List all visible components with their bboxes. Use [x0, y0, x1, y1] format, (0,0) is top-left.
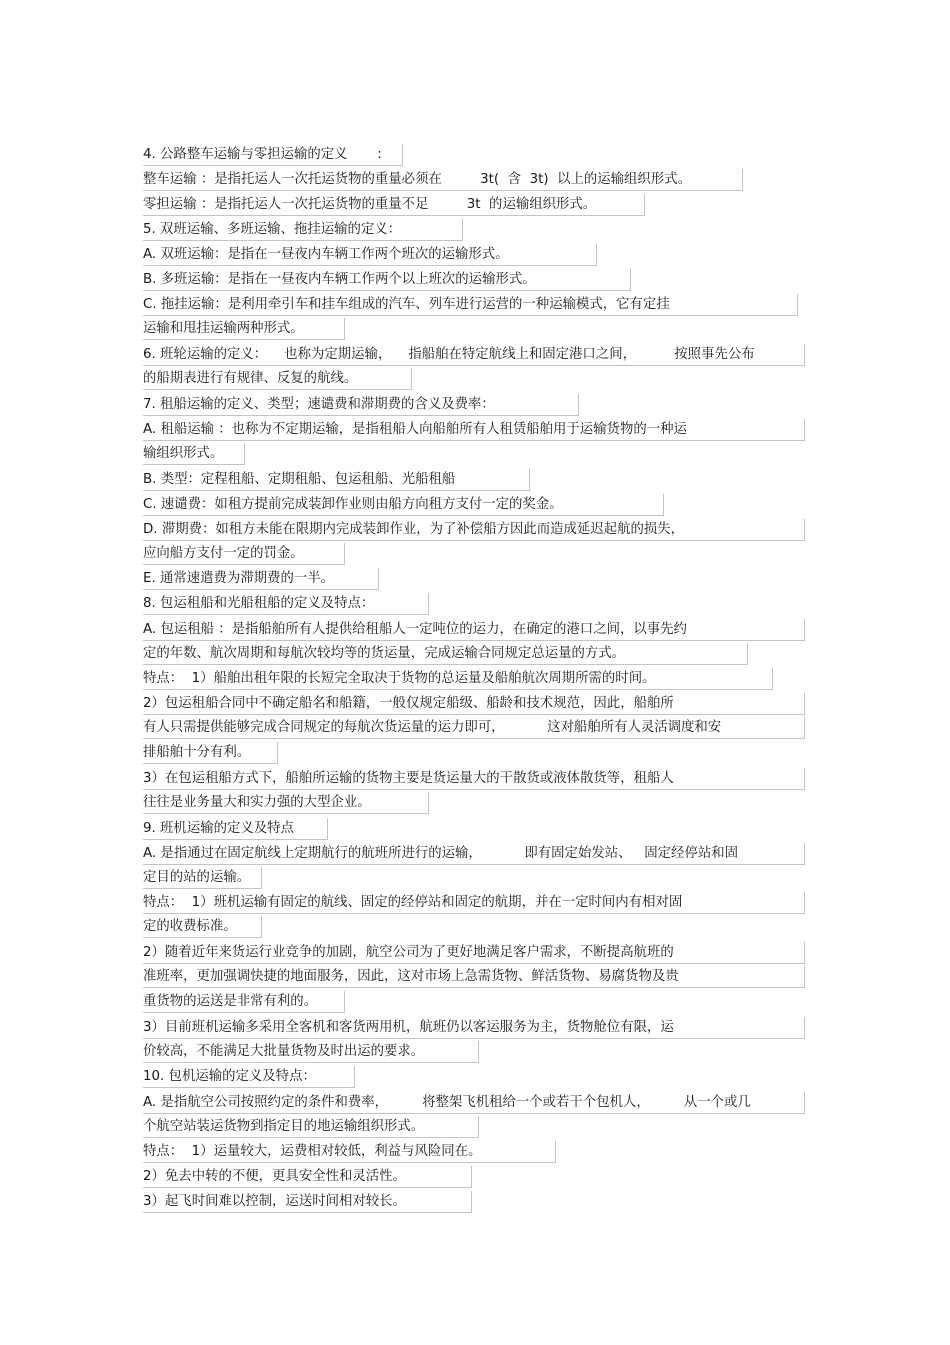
text-line: A. 租船运输 ：也称为不定期运输，是指租船人向船舶所有人租赁船舶用于运输货物的一种运 [143, 419, 805, 441]
text-line: 3）在包运租船方式下，船舶所运输的货物主要是货运量大的干散货或液体散货等，租船人 [143, 768, 805, 790]
text-line: A. 是指通过在固定航线上定期航行的航班所进行的运输， 即有固定始发站、 固定经停站和固 [143, 843, 805, 865]
text-line: C. 拖挂运输：是利用牵引车和挂车组成的汽车、列车进行运营的一种运输模式，它有定挂 [143, 294, 798, 316]
text-line: 个航空站装运货物到指定目的地运输组织形式。 [143, 1116, 479, 1138]
text-line: 重货物的运送是非常有利的。 [143, 991, 345, 1013]
text-line: 定的收费标准。 [143, 916, 262, 938]
heading-item-10: 10. 包机运输的定义及特点： [143, 1066, 355, 1088]
text-line: 运输和甩挂运输两种形式。 [143, 318, 345, 340]
text-line: E. 通常速遣费为滞期费的一半。 [143, 568, 379, 590]
text-line: 的船期表进行有规律、反复的航线。 [143, 368, 412, 390]
text-line: 应向船方支付一定的罚金。 [143, 543, 345, 565]
text-line: 3）起飞时间难以控制，运送时间相对较长。 [143, 1191, 472, 1213]
heading-item-5: 5. 双班运输、多班运输、拖挂运输的定义： [143, 219, 463, 241]
text-line: C. 速谴费：如租方提前完成装卸作业则由船方向租方支付一定的奖金。 [143, 494, 664, 516]
text-line: 往往是业务量大和实力强的大型企业。 [143, 792, 429, 814]
text-line: 2）随着近年来货运行业竞争的加剧，航空公司为了更好地满足客户需求，不断提高航班的 [143, 942, 805, 964]
heading-item-9: 9. 班机运输的定义及特点 [143, 818, 328, 840]
heading-item-8: 8. 包运租船和光船租船的定义及特点： [143, 593, 429, 615]
heading-item-6: 6. 班轮运输的定义： 也称为定期运输， 指船舶在特定航线上和固定港口之间， 按照事先公布 [143, 344, 805, 366]
text-line: A. 双班运输：是指在一昼夜内车辆工作两个班次的运输形式。 [143, 244, 597, 266]
text-line: 价较高，不能满足大批量货物及时出运的要求。 [143, 1041, 479, 1063]
heading-item-4: 4. 公路整车运输与零担运输的定义 : [143, 144, 403, 166]
heading-item-7: 7. 租船运输的定义、类型；速谴费和滞期费的含义及费率： [143, 394, 579, 416]
text-line: 准班率，更加强调快捷的地面服务，因此，这对市场上急需货物、鲜活货物、易腐货物及贵 [143, 966, 805, 988]
text-line: A. 是指航空公司按照约定的条件和费率， 将整架飞机租给一个或若干个包机人， 从一个或几 [143, 1092, 805, 1114]
text-line: 定目的站的运输。 [143, 867, 262, 889]
text-line: 2）包运租船合同中不确定船名和船籍，一般仅规定船级、船龄和技术规范，因此，船舶所 [143, 693, 805, 715]
text-line: D. 滞期费：如租方未能在限期内完成装卸作业，为了补偿船方因此而造成延迟起航的损失， [143, 519, 805, 541]
text-line: 特点： 1）班机运输有固定的航线、固定的经停站和固定的航期，并在一定时间内有相对固 [143, 892, 805, 914]
text-line: 排船舶十分有利。 [143, 742, 278, 764]
text-line: 有人只需提供能够完成合同规定的每航次货运量的运力即可， 这对船舶所有人灵活调度和安 [143, 717, 805, 739]
text-line: 输组织形式。 [143, 443, 245, 465]
text-line: 定的年数、航次周期和每航次较均等的货运量，完成运输合同规定总运量的方式。 [143, 643, 748, 665]
text-line: A. 包运租船 ：是指船舶所有人提供给租船人一定吨位的运力，在确定的港口之间，以事先约 [143, 619, 805, 641]
text-line: 特点： 1）船舶出租年限的长短完全取决于货物的总运量及船舶航次周期所需的时间。 [143, 668, 773, 690]
text-line: 3）目前班机运输多采用全客机和客货两用机，航班仍以客运服务为主，货物舱位有限，运 [143, 1017, 805, 1039]
text-line: 2）免去中转的不便，更具安全性和灵活性。 [143, 1166, 472, 1188]
text-line: 零担运输 ：是指托运人一次托运货物的重量不足 3t 的运输组织形式。 [143, 194, 645, 216]
text-line: 特点： 1）运量较大，运费相对较低，利益与风险同在。 [143, 1141, 556, 1163]
text-line: B. 多班运输：是指在一昼夜内车辆工作两个以上班次的运输形式。 [143, 269, 631, 291]
text-line: 整车运输 ：是指托运人一次托运货物的重量必须在 3t( 含 3t) 以上的运输组织形式。 [143, 169, 743, 191]
text-line: B. 类型：定程租船、定期租船、包运租船、光船租船 [143, 469, 530, 491]
